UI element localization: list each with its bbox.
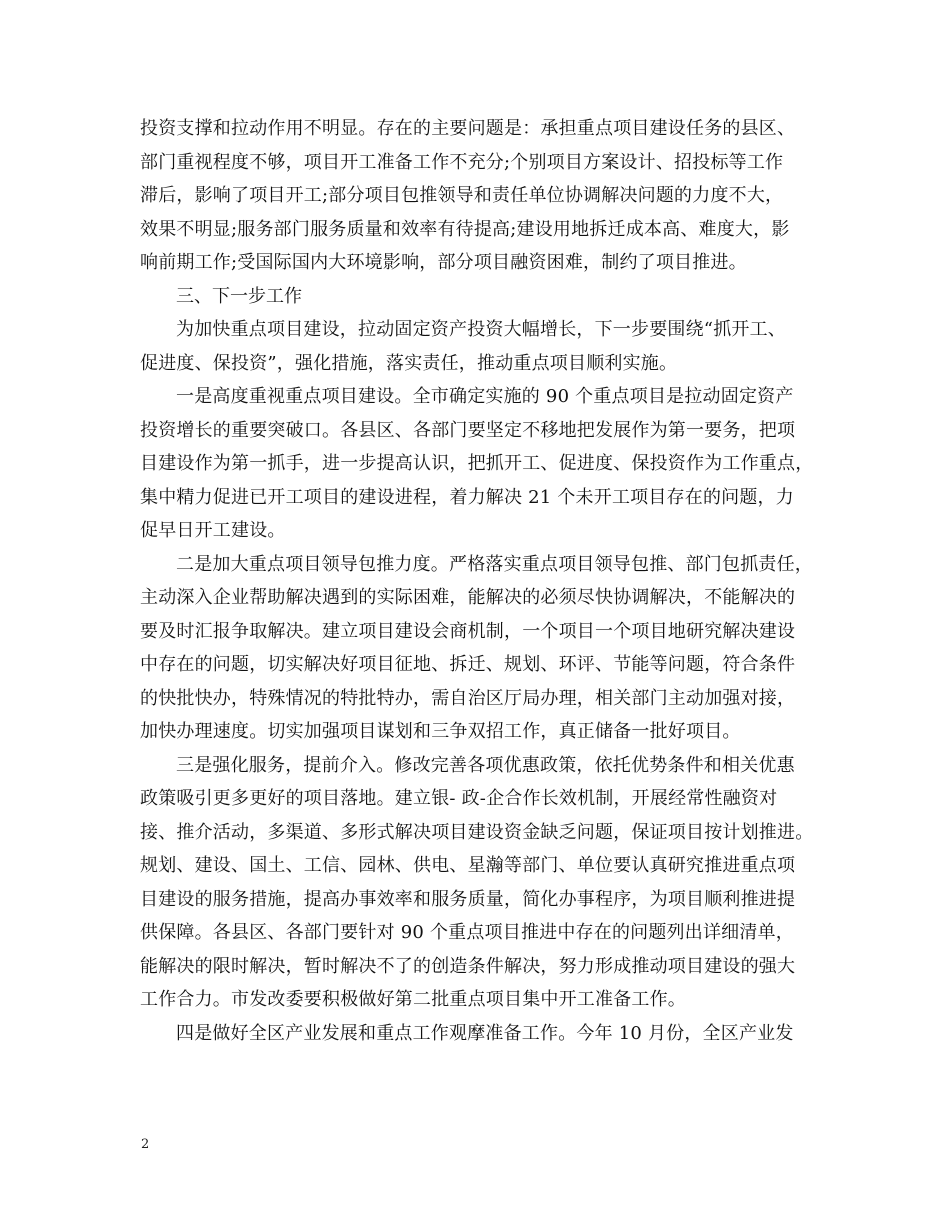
text-line: 能解决的限时解决，暂时解决不了的创造条件解决，努力形成推动项目建设的强大: [140, 955, 796, 977]
document-body: [140, 112, 820, 1050]
text-line: 集中精力促进已开工项目的建设进程，着力解决 21 个未开工项目存在的问题，力: [140, 486, 794, 508]
body-paragraph: [140, 112, 820, 280]
body-paragraph: [140, 380, 820, 548]
text-line: 政策吸引更多更好的项目落地。建立银- 政-企合作长效机制，开展经常性融资对: [140, 788, 778, 809]
text-line: 促进度、保投资”，强化措施，落实责任，推动重点项目顺利实施。: [140, 352, 678, 374]
text-line: 接、推介活动，多渠道、多形式解决项目建设资金缺乏问题，保证项目按计划推进。: [140, 821, 814, 843]
text-line: 中存在的问题，切实解决好项目征地、拆迁、规划、环评、节能等问题，符合条件: [140, 654, 796, 675]
text-line: 效果不明显;服务部门服务质量和效率有待提高;建设用地拆迁成本高、难度大，影: [140, 218, 790, 240]
text-line: 规划、建设、国土、工信、园林、供电、星瀚等部门、单位要认真研究推进重点项: [140, 855, 796, 876]
page-number: 2: [141, 1137, 150, 1152]
text-line: 促早日开工建设。: [140, 520, 286, 541]
body-paragraph: [140, 548, 820, 749]
text-line: 二是加大重点项目领导包推力度。严格落实重点项目领导包推、部门包抓责任，: [176, 553, 813, 575]
text-line: 要及时汇报争取解决。建立项目建设会商机制，一个项目一个项目地研究解决建设: [140, 620, 796, 642]
body-paragraph: [140, 1017, 820, 1051]
text-line: 四是做好全区产业发展和重点工作观摩准备工作。今年 10 月份，全区产业发: [176, 1022, 794, 1044]
text-line: 主动深入企业帮助解决遇到的实际困难，能解决的必须尽快协调解决，不能解决的: [140, 587, 796, 608]
text-line: 滞后，影响了项目开工;部分项目包推领导和责任单位协调解决问题的力度不大，: [140, 185, 784, 206]
text-line: 加快办理速度。切实加强项目谋划和三争双招工作，真正储备一批好项目。: [140, 721, 741, 742]
text-line: 工作合力。市发改委要积极做好第二批重点项目集中开工准备工作。: [140, 989, 686, 1010]
text-line: 响前期工作;受国际国内大环境影响，部分项目融资困难，制约了项目推进。: [140, 252, 747, 273]
text-line: 为加快重点项目建设，拉动固定资产投资大幅增长，下一步要围绕“抓开工、: [176, 319, 786, 340]
text-line: 部门重视程度不够，项目开工准备工作不充分;个别项目方案设计、招投标等工作: [140, 151, 784, 173]
text-line: 投资支撑和拉动作用不明显。存在的主要问题是：承担重点项目建设任务的县区、: [140, 118, 796, 139]
text-line: 的快批快办，特殊情况的特批特办，需自治区厅局办理，相关部门主动加强对接，: [140, 687, 796, 709]
text-line: 投资增长的重要突破口。各县区、各部门要坚定不移地把发展作为第一要务，把项: [140, 419, 796, 441]
text-line: 供保障。各县区、各部门要针对 90 个重点项目推进中存在的问题列出详细清单，: [140, 922, 794, 943]
body-paragraph: [140, 313, 820, 380]
section-heading: 三、下一步工作: [176, 285, 302, 307]
text-line: 目建设作为第一抓手，进一步提高认识，把抓开工、促进度、保投资作为工作重点，: [140, 453, 814, 474]
text-line: 三是强化服务，提前介入。修改完善各项优惠政策，依托优势条件和相关优惠: [176, 754, 795, 776]
text-line: 一是高度重视重点项目建设。全市确定实施的 90 个重点项目是拉动固定资产: [176, 386, 794, 407]
text-line: 目建设的服务措施，提高办事效率和服务质量，简化办事程序，为项目顺利推进提: [140, 888, 796, 910]
body-paragraph: [140, 749, 820, 1017]
